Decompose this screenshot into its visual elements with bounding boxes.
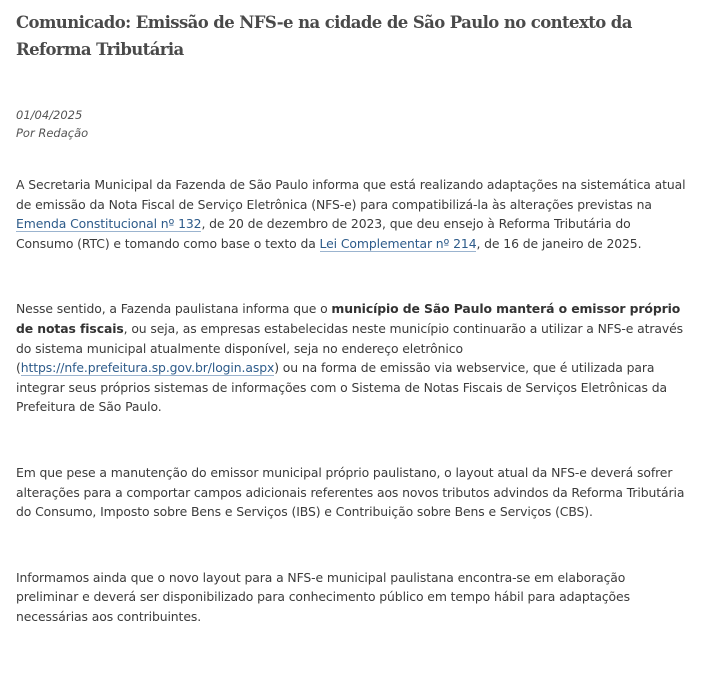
paragraph-emissor-bold: município de São Paulo manterá o emissor próprio de notas fiscais: [16, 301, 681, 336]
nfe-login-link[interactable]: https://nfe.prefeitura.sp.gov.br/login.aspx: [20, 360, 275, 376]
emenda-constitucional-link[interactable]: Emenda Constitucional nº 132: [16, 216, 202, 232]
paragraph-emissor-text-2: , ou seja, as empresas estabelecidas neste município continuarão a utilizar a NFS-e através do sistema municipal atualmente disponível, seja no endereço eletrônico (: [16, 320, 683, 376]
paragraph-emissor-text-1: Nesse sentido, a Fazenda paulistana informa que o: [16, 301, 332, 317]
paragraph-emissor-text-3: ) ou na forma de emissão via webservice, que é utilizada para integrar seus próprios sistemas de informações com o Sistema de Notas Fiscais de Serviços Eletrônicas da Prefeitura de São Paulo.: [16, 360, 667, 415]
paragraph-layout: Em que pese a manutenção do emissor municipal próprio paulistano, o layout atual da NFS-e deverá sofrer alterações para a comportar campos adicionais referentes aos novos tributos advindos da Reforma Tributária do Consumo, Imposto sobre Bens e Serviços (IBS) e Contribuição sobre Bens e Serviços (CBS).: [16, 464, 685, 520]
lei-complementar-link[interactable]: Lei Complementar nº 214: [319, 235, 477, 251]
paragraph-emissor: [16, 299, 688, 417]
paragraph-novo-layout: Informamos ainda que o novo layout para a NFS-e municipal paulistana encontra-se em elaboração preliminar e deverá ser disponibilizado para conhecimento público em tempo hábil para adaptações necessárias aos contribuintes.: [16, 569, 630, 624]
paragraph-intro-text-1: A Secretaria Municipal da Fazenda de São Paulo informa que está realizando adaptações na sistemática atual de emissão da Nota Fiscal de Serviço Eletrônica (NFS-e) para compatibilizá-la às alterações previstas na: [16, 177, 686, 212]
article-date: 01/04/2025: [16, 108, 83, 122]
article-author: Por Redação: [16, 126, 89, 140]
article: [16, 0, 688, 627]
paragraph-intro-text-3: , de 16 de janeiro de 2025.: [476, 235, 642, 251]
article-meta: [16, 106, 688, 142]
article-title: Comunicado: Emissão de NFS-e na cidade de São Paulo no contexto da Reforma Tributária: [16, 13, 632, 59]
paragraph-intro: [16, 175, 688, 253]
paragraph-intro-text-2: , de 20 de dezembro de 2023, que deu ensejo à Reforma Tributária do Consumo (RTC) e tomando como base o texto da: [16, 216, 631, 251]
